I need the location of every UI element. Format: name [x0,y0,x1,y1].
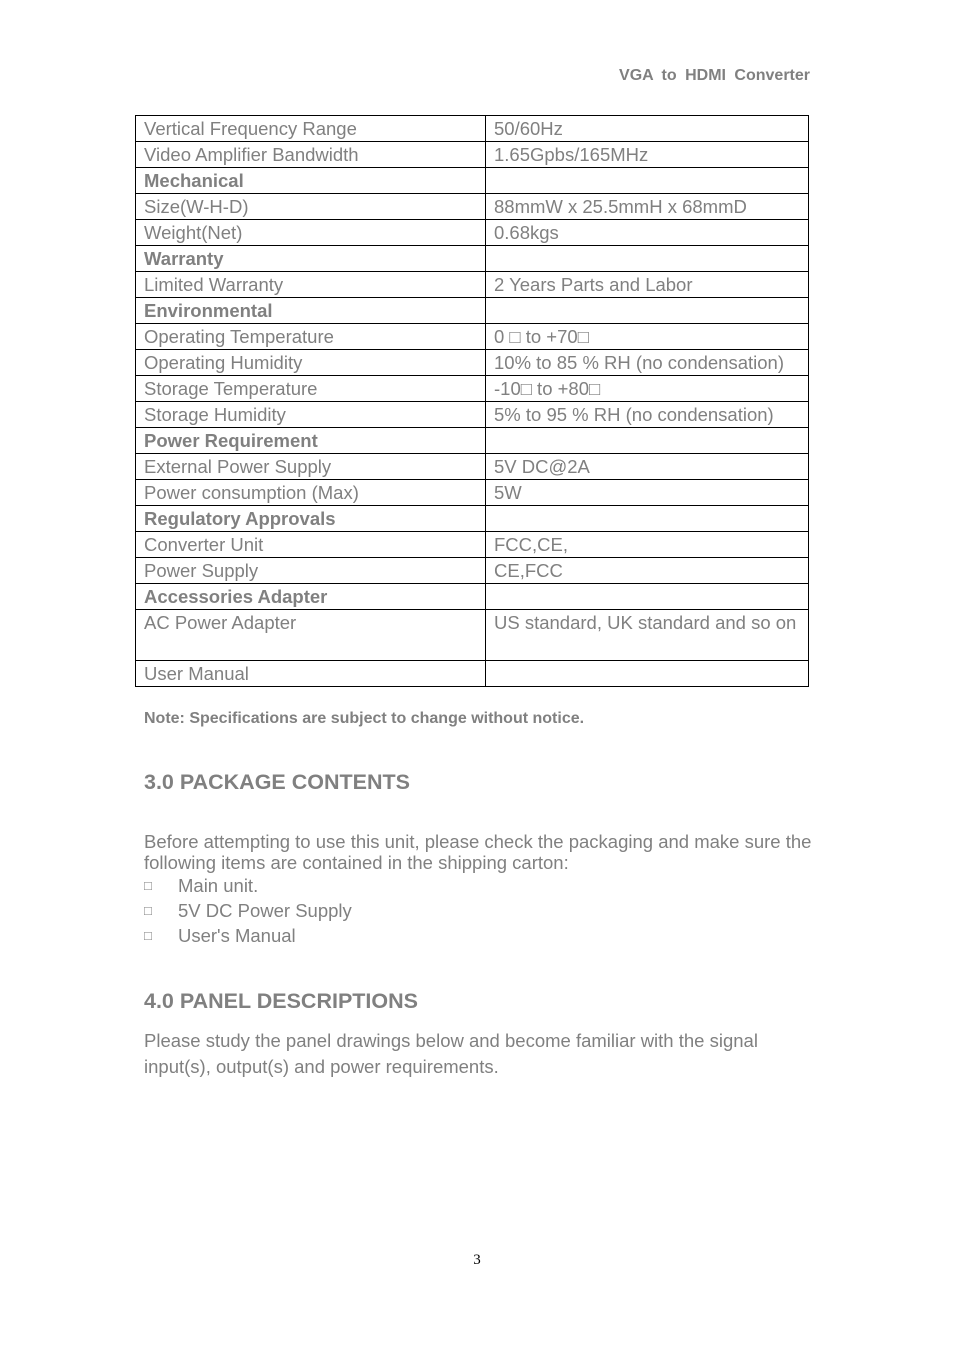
list-item [144,898,352,923]
table-row [136,376,809,402]
spec-value-cell [486,246,809,272]
table-row [136,532,809,558]
panel-descriptions-text: Please study the panel drawings below and become familiar with the signal input(s), output(s) and power requirements. [144,1030,758,1077]
document-header-title: VGA to HDMI Converter [619,67,810,84]
table-row [136,402,809,428]
spec-value-cell [486,428,809,454]
spec-label-cell: Operating Humidity [136,350,486,376]
table-row [136,194,809,220]
spec-value-cell [486,661,809,687]
table-section-row [136,168,809,194]
table-row [136,142,809,168]
page-number: 3 [473,1252,481,1268]
table-section-row [136,428,809,454]
table-row [136,220,809,246]
spec-label-cell: External Power Supply [136,454,486,480]
spec-label-cell: Storage Humidity [136,402,486,428]
panel-descriptions-heading: 4.0 PANEL DESCRIPTIONS [144,989,418,1013]
list-item-text: 5V DC Power Supply [178,900,352,921]
spec-value-cell: 50/60Hz [486,116,809,142]
spec-label-cell: Size(W-H-D) [136,194,486,220]
section-heading-cell: Mechanical [136,168,486,194]
section-heading-cell: Accessories Adapter [136,584,486,610]
spec-value-cell: 5W [486,480,809,506]
spec-label-cell: Video Amplifier Bandwidth [136,142,486,168]
spec-value-cell: CE,FCC [486,558,809,584]
package-contents-heading: 3.0 PACKAGE CONTENTS [144,770,410,794]
spec-label-cell: Limited Warranty [136,272,486,298]
table-row [136,272,809,298]
spec-value-cell: US standard, UK standard and so on [486,610,809,661]
table-row [136,116,809,142]
spec-label-cell: Converter Unit [136,532,486,558]
spec-value-cell: 0.68kgs [486,220,809,246]
spec-value-cell [486,298,809,324]
table-section-row [136,584,809,610]
spec-value-cell: 88mmW x 25.5mmH x 68mmD [486,194,809,220]
list-item-text: User's Manual [178,925,296,946]
spec-value-cell: 0 □ to +70□ [486,324,809,350]
spec-value-cell: FCC,CE, [486,532,809,558]
specifications-table-body [136,116,809,687]
specifications-note: Note: Specifications are subject to change without notice. [144,710,585,727]
spec-value-cell [486,506,809,532]
spec-value-cell [486,168,809,194]
table-section-row [136,506,809,532]
spec-label-cell: Operating Temperature [136,324,486,350]
package-contents-list [144,873,352,948]
table-row [136,610,809,661]
table-row [136,661,809,687]
spec-value-cell: 5% to 95 % RH (no condensation) [486,402,809,428]
table-row [136,558,809,584]
bullet-icon: □ [144,878,152,893]
table-row [136,350,809,376]
spec-value-cell [486,584,809,610]
specifications-table [135,115,809,687]
table-row [136,480,809,506]
spec-value-cell: 10% to 85 % RH (no condensation) [486,350,809,376]
spec-value-cell: 2 Years Parts and Labor [486,272,809,298]
spec-label-cell: AC Power Adapter [136,610,486,661]
table-section-row [136,246,809,272]
list-item [144,873,352,898]
section-heading-cell: Warranty [136,246,486,272]
bullet-icon: □ [144,928,152,943]
list-item-text: Main unit. [178,875,259,896]
table-row [136,454,809,480]
spec-label-cell: Power consumption (Max) [136,480,486,506]
spec-label-cell: Weight(Net) [136,220,486,246]
spec-value-cell: 1.65Gpbs/165MHz [486,142,809,168]
spec-label-cell: Power Supply [136,558,486,584]
spec-label-cell: Storage Temperature [136,376,486,402]
section-heading-cell: Regulatory Approvals [136,506,486,532]
table-section-row [136,298,809,324]
spec-label-cell: Vertical Frequency Range [136,116,486,142]
package-contents-intro: Before attempting to use this unit, please check the packaging and make sure the following items are contained in the shipping carton: [144,831,812,873]
bullet-icon: □ [144,903,152,918]
spec-value-cell: -10□ to +80□ [486,376,809,402]
spec-value-cell: 5V DC@2A [486,454,809,480]
table-row [136,324,809,350]
section-heading-cell: Environmental [136,298,486,324]
section-heading-cell: Power Requirement [136,428,486,454]
list-item [144,923,352,948]
spec-label-cell: User Manual [136,661,486,687]
